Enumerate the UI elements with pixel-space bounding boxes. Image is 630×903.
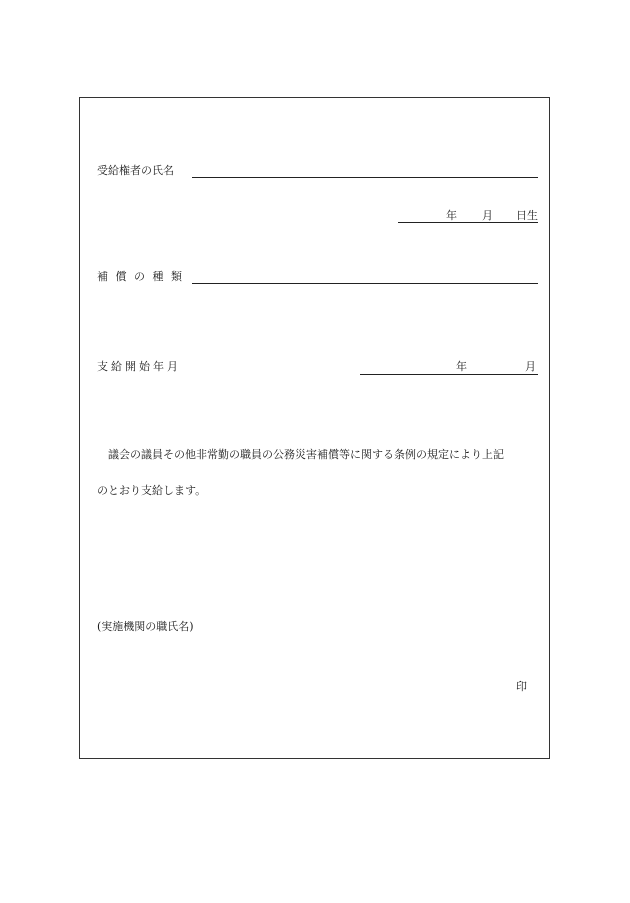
agency-name-label: (実施機関の職氏名) (97, 620, 194, 633)
recipient-name-field[interactable] (192, 177, 538, 178)
statement-line-1: 議会の議員その他非常勤の職員の公務災害補償等に関する条例の規定により上記 (108, 448, 504, 461)
compensation-type-label: 補償の種類 (97, 270, 190, 283)
seal-label: 印 (516, 680, 527, 693)
dob-field[interactable] (398, 222, 538, 223)
dob-year-label: 年 (446, 209, 457, 222)
recipient-name-label: 受給権者の氏名 (97, 164, 174, 177)
payment-start-month-label: 月 (525, 360, 536, 373)
dob-day-label: 日生 (516, 209, 538, 222)
statement-line-2: のとおり支給します。 (97, 484, 207, 497)
compensation-type-field[interactable] (192, 283, 538, 284)
payment-start-field[interactable] (360, 374, 538, 375)
payment-start-label: 支給開始年月 (97, 360, 181, 373)
dob-month-label: 月 (482, 209, 493, 222)
form-frame (79, 97, 550, 759)
payment-start-year-label: 年 (456, 360, 467, 373)
